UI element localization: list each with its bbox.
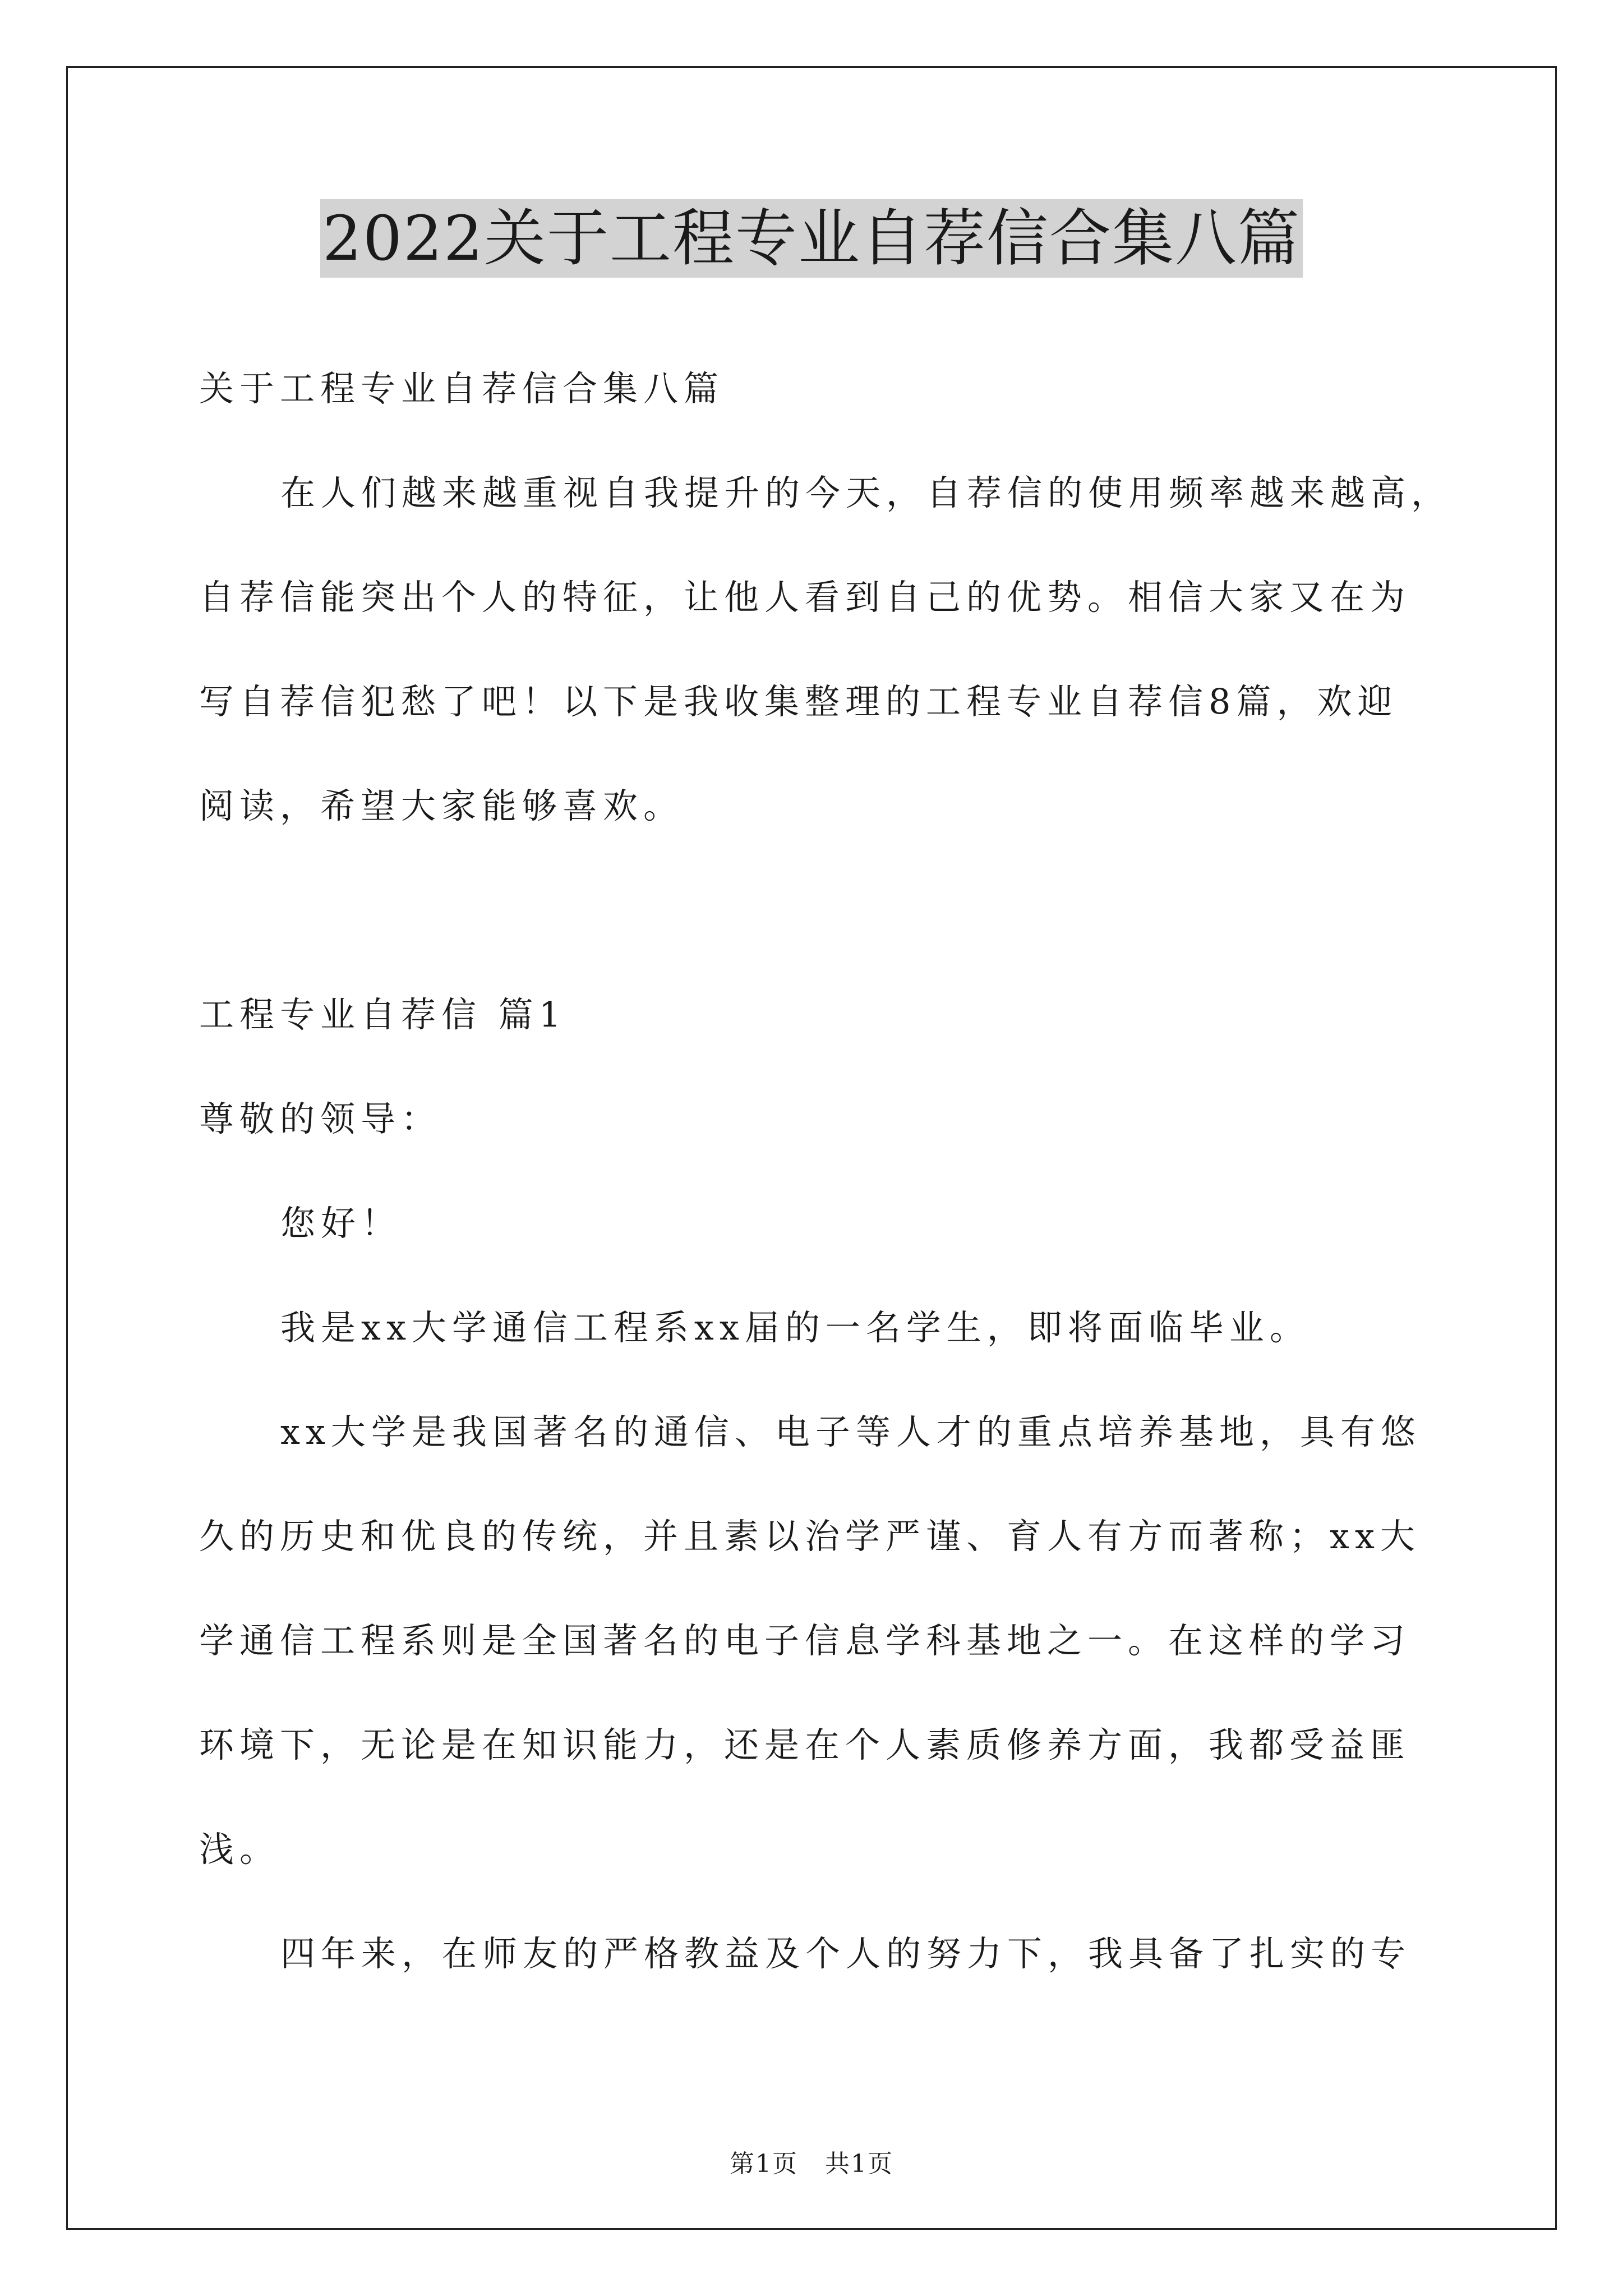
paragraph-2-line-2: 久的历史和优良的传统，并且素以治学严谨、育人有方而著称；xx大 <box>199 1516 1421 1557</box>
intro-line-4: 阅读，希望大家能够喜欢。 <box>199 785 684 826</box>
blank-line <box>199 858 1433 963</box>
paragraph-1: 我是xx大学通信工程系xx届的一名学生，即将面临毕业。 <box>280 1307 1310 1348</box>
intro-line-1: 在人们越来越重视自我提升的今天，自荐信的使用频率越来越高， <box>280 472 1452 513</box>
paragraph-2-line-4: 环境下，无论是在知识能力，还是在个人素质修养方面，我都受益匪 <box>199 1724 1411 1765</box>
title-text: 2022关于工程专业自荐信合集八篇 <box>320 199 1303 278</box>
subtitle: 关于工程专业自荐信合集八篇 <box>199 368 725 409</box>
intro-line-3: 写自荐信犯愁了吧！以下是我收集整理的工程专业自荐信8篇，欢迎 <box>199 681 1398 722</box>
page-total: 共1页 <box>825 2150 893 2178</box>
greeting: 您好！ <box>280 1203 402 1244</box>
page-footer <box>0 2147 1623 2181</box>
document-body <box>199 337 1452 2006</box>
intro-line-2: 自荐信能突出个人的特征，让他人看到自己的优势。相信大家又在为 <box>199 577 1411 618</box>
salutation: 尊敬的领导： <box>199 1098 442 1139</box>
document-title <box>0 199 1623 278</box>
paragraph-3-line-1: 四年来，在师友的严格教益及个人的努力下，我具备了扎实的专 <box>280 1933 1412 1974</box>
page-number: 第1页 <box>730 2150 798 2178</box>
paragraph-2-line-3: 学通信工程系则是全国著名的电子信息学科基地之一。在这样的学习 <box>199 1620 1411 1661</box>
paragraph-2-line-5: 浅。 <box>199 1829 280 1870</box>
section-heading: 工程专业自荐信 篇1 <box>199 994 567 1035</box>
paragraph-2-line-1: xx大学是我国著名的通信、电子等人才的重点培养基地，具有悠 <box>280 1411 1421 1452</box>
